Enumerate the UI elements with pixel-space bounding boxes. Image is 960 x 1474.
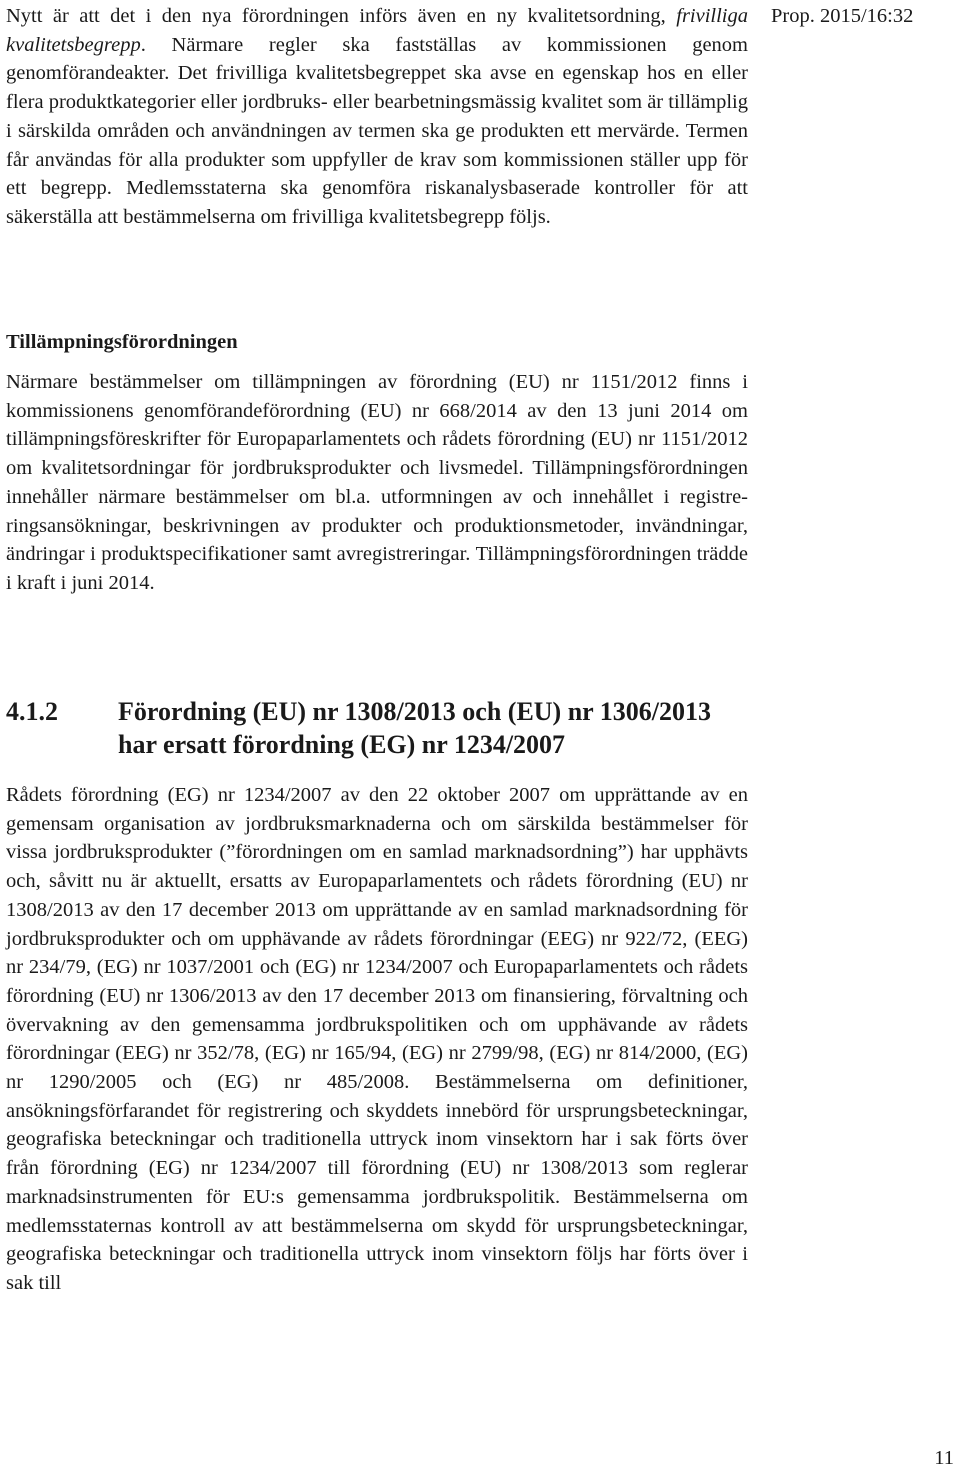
intro-text-start: Nytt är att det i den nya förordningen införs även en ny kvalitetsordning, <box>6 5 677 27</box>
regulation-section <box>6 695 748 1298</box>
section-heading: Tillämpningsförordningen <box>6 331 238 353</box>
section-body: Rådets förordning (EG) nr 1234/2007 av den 22 oktober 2007 om upprättande av en gemensam organisation av jordbruksmarknaderna och om särskilda bestämmelser för vissa jordbruksprodukter (”förordningen om en samlad marknadsordning”) har upphävts och, såvitt nu är aktuellt, ersatts av Europaparlamentets och rådets förordning (EU) nr 1308/2013 av den 17 december 2013 om upprättande av en samlad marknadsordning för jordbruksprodukter och om upphävande av rådets förordningar (EEG) nr 922/72, (EEG) nr 234/79, (EG) nr 1037/2001 och (EG) nr 1234/2007 och Europaparlamentets och rådets förordning (EU) nr 1306/2013 av den 17 december 2013 om finansiering, förvaltning och övervakning av den gemensamma jordbrukspolitiken och om upphävande av rådets förordningar (EEG) nr 352/78, (EG) nr 165/94, (EG) nr 2799/98, (EG) nr 814/2000, (EG) nr 1290/2005 och (EG) nr 485/2008. Bestämmelserna om definitioner, ansökningsförfarandet för registrering och skyddets innebörd för ursprungsbeteckningar, geografiska beteckningar och traditionella uttryck inom vinsektorn har i sak förts över från förordning (EG) nr 1234/2007 till förordning (EU) nr 1308/2013 som reglerar marknadsinstrumenten för EU:s gemensamma jordbrukspolitik. Bestämmelserna om medlemsstaternas kontroll av att bestämmelserna om skydd för ursprungsbeteckningar, geografiska beteckningar och traditionella uttryck inom vinsektorn följs har förts över i sak till <box>6 784 748 1294</box>
intro-section <box>6 2 748 232</box>
section-number: 4.1.2 <box>6 697 58 726</box>
implementing-regulation-section <box>6 328 748 598</box>
page-number: 11 <box>934 1447 954 1469</box>
intro-text-italic: frivilliga kvalitetsbegrepp <box>6 5 748 56</box>
section-title-text: Förordning (EU) nr 1308/2013 och (EU) nr 1306/2013 har ersatt förordning (EG) nr 1234/2007 <box>118 697 711 759</box>
intro-text-end: . Närmare regler ska fastställas av kommissionen genom genomförandeakter. Det frivilliga kvalitetsbegreppet ska avse en egenskap hos en eller flera produktkategorier eller jordbruks- eller bearbetningsmässig kvalitet som är tillämplig i särskilda områden och användningen av termen ska ge produkten ett mervärde. Termen får användas för alla produkter som uppfyller de krav som kommissionen ställer upp för ett begrepp. Medlemsstaterna ska genomföra riskanalysbaserade kontroller för att säkerställa att bestämmelserna om frivilliga kvalitetsbegrepp följs. <box>6 33 748 228</box>
section-paragraph: Närmare bestämmelser om tillämpningen av förordning (EU) nr 1151/2012 finns i kommissionens genomförandeförordning (EU) nr 668/2014 av den 13 juni 2014 om tillämpningsföreskrifter för Europaparlamentets och rådets förordning (EU) nr 1151/2012 om kvalitetsordningar för jordbruksprodukter och livsmedel. Tillämpningsförordningen innehåller närmare bestämmelser om bl.a. utformningen av och innehållet i registreringsansökningar, beskrivningen av produkter och produktionsmetoder, invändningar, ändringar i produktspecifikationer samt avregistreringar. Tillämpningsförordningen trädde i kraft i juni 2014. <box>6 371 748 594</box>
intro-paragraph <box>6 2 748 232</box>
section-title <box>6 695 748 761</box>
document-reference: Prop. 2015/16:32 <box>771 5 914 27</box>
